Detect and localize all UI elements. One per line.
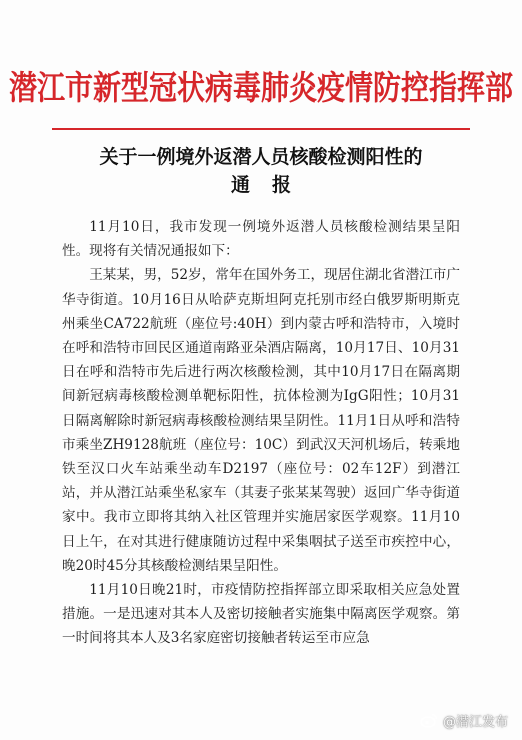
paragraph-3: 11月10日晚21时，市疫情防控指挥部立即采取相关应急处置措施。一是迅速对其本人及密切接触者实施集中隔离医学观察。第一时间将其本人及3名家庭密切接触者转运至市应急 <box>62 582 460 647</box>
paragraph-1: 11月10日，我市发现一例境外返潜人员核酸检测结果呈阳性。现将有关情况通报如下： <box>62 219 460 260</box>
weibo-icon <box>420 713 438 728</box>
issuer-header: 潜江市新型冠状病毒肺炎疫情防控指挥部 <box>8 68 513 108</box>
document-title-line-1: 关于一例境外返潜人员核酸检测阳性的 <box>99 146 423 168</box>
document-title-line-2: 通报 <box>230 174 313 196</box>
paragraph-2: 王某某，男，52岁，常年在国外务工，现居住湖北省潜江市广华寺街道。10月16日从哈萨克斯坦阿克托别市经白俄罗斯明斯克州乘坐CA722航班（座位号:40H）到内蒙古呼和浩特市，入境时在呼和浩特市回民区通道南路亚朵酒店隔离，10月17日、10月31日在呼和浩特市先后进行两次核酸检测，其中10月17日在隔离期间新冠病毒核酸检测单靶标阳性，抗体检测为IgG阳性；10月31日隔离解除时新冠病毒核酸检测结果呈阴性。11月1日从呼和浩特市乘坐ZH9128航班（座位号：10C）到武汉天河机场后，转乘地铁至汉口火车站乘坐动车D2197（座位号：02车12F）到潜江站，并从潜江站乘坐私家车（其妻子张某某驾驶）返回广华寺街道家中。我市立即将其纳入社区管理并实施居家医学观察。11月10日上午，在对其进行健康随访过程中采集咽拭子送至市疾控中心，晚20时45分其核酸检测结果呈阳性。 <box>62 267 460 574</box>
weibo-watermark <box>420 711 508 730</box>
watermark-text: @潜江发布 <box>442 715 508 730</box>
document-body <box>62 215 460 651</box>
red-divider <box>52 128 470 130</box>
